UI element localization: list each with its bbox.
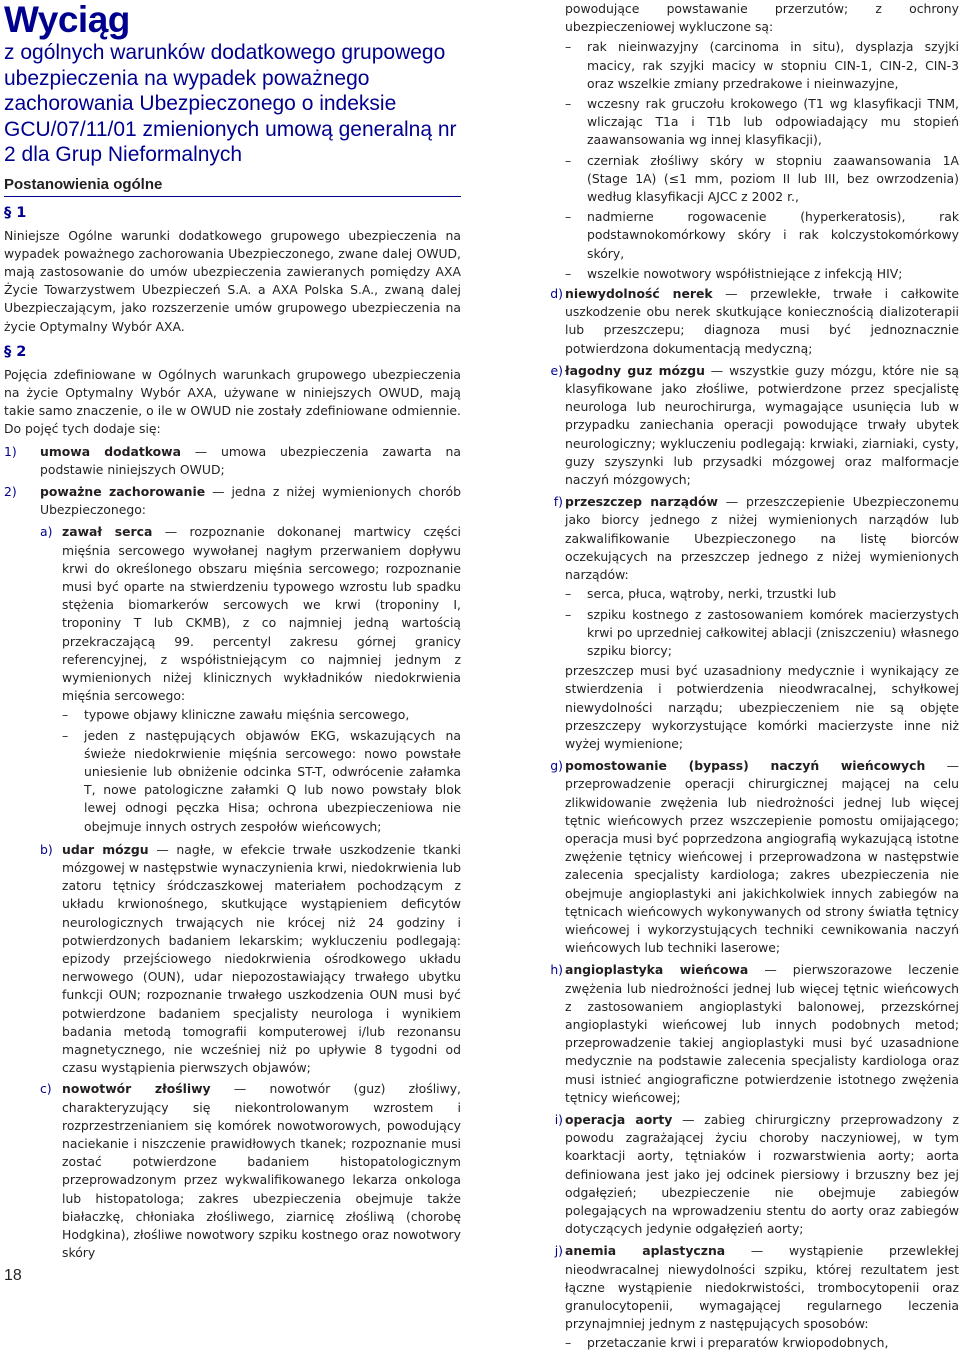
disease-term: zawał serca — [62, 524, 153, 540]
left-column — [4, 0, 461, 1269]
document-subtitle: z ogólnych warunków dodatkowego grupowego ubezpieczenia na wypadek poważnego zachorowania Ubezpieczonego o indeksie GCU/07/11/01 zmienionych umową generalną nr 2 dla Grup Nieformalnych — [4, 41, 457, 166]
disease-term: przeszczep narządów — [565, 494, 718, 510]
disease-body: — przeprowadzenie operacji chirurgicznej mającej na celu zlikwidowanie zwężenia lub niedrożności jednej lub więcej tętnic wieńcowych przez wszczepienie pomostu omijającego; operacja musi być poprzedzona angiografią wykazującą istotne zwężenie tętnicy wieńcowej i przeprowadzona w następstwie zalecenia specjalisty kardiologa; zakres ubezpieczenia nie obejmuje angioplastyki ani jakichkolwiek innych zabiegów na tętnicach wieńcowych wykonywanych od strony światła tętnicy wieńcowej i wykorzystujących techniki cewnikowania naczyń wieńcowych lub techniki laserowe; — [565, 758, 959, 956]
definition-term: poważne zachorowanie — [40, 483, 206, 499]
disease-body: — zabieg chirurgiczny przeprowadzony z powodu zagrażającej życiu choroby naczyniowej, w tym koarktacji aorty, tętniaków i rozwarstwienia aorty; aorta definiowana jest jako jej odcinek piersiowy i brzuszny bez jej odgałęzień; ubezpieczenie nie obejmuje zabiegów polegających na wprowadzeniu stentu do aorty oraz zabiegów dotyczących jedynie odgałęzień aorty; — [565, 1111, 959, 1237]
definition-item — [4, 443, 461, 479]
continuation-text: powodujące powstawanie przerzutów; z ochrony ubezpieczeniowej wykluczone są: — [565, 1, 959, 35]
disease-text — [563, 1242, 959, 1354]
disease-body: — rozpoznanie dokonanej martwicy części mięśnia sercowego wywołanej nagłym przerwaniem dopływu krwi do określonego obszaru mięśnia sercowego; rozpoznanie musi być oparte na stwierdzeniu typowego wzrostu lub spadku stężenia biomarkerów sercowych we krwi (troponiny I, troponiny T lub CKMB), z co najmniej jedną wartością przekraczającą 99. percentyl zakresu górnej granicy referencyjnej, z współistniejącym co najmniej jednym z wymienionych niżej klinicznych wykładników niedokrwienia mięśnia sercowego: — [62, 524, 461, 704]
definition-body: — jedna z niżej wymienionych chorób Ubezpieczonego: — [40, 483, 461, 518]
organ-dash-item: – serca, płuca, wątroby, nerki, trzustki lub — [565, 585, 959, 603]
disease-letter: b) — [40, 841, 53, 857]
exclusion-dash-item: – nadmierne rogowacenie (hyperkeratosis), rak podstawnokomórkowy skóry i rak kolczystokomórkowy skóry, — [565, 208, 959, 263]
disease-body: — przeszczepienie Ubezpieczonemu jako biorcy jednego z niżej wymienionych narządów lub zakwalifikowanie Ubezpieczonego na listę biorców oczekujących na przeszczep jednego z niżej wymienionych narządów: — [565, 494, 959, 583]
disease-term: niewydolność nerek — [565, 286, 713, 302]
exclusion-dash-item: – rak nieinwazyjny (carcinoma in situ), dysplazja szyjki macicy, rak szyjki macicy w stopniu CIN-1, CIN-2, CIN-3 oraz wszelkie zmiany przedrakowe i nieinwazyjne, — [565, 38, 959, 93]
definition-term: umowa dodatkowa — [40, 443, 181, 459]
disease-term: nowotwór złośliwy — [62, 1081, 211, 1097]
disease-item-g — [541, 757, 959, 957]
dash-text: nadmierne rogowacenie (hyperkeratosis), rak podstawnokomórkowy skóry i rak kolczystokomórkowy skóry, — [587, 209, 959, 261]
exclusion-dash-item: – jeden z następujących objawów EKG, wskazujących na świeże niedokrwienie mięśnia sercowego: nowo powstałe uniesienie lub obniżenie odcinka ST-T, odwrócenie załamka T, nowe patologiczne załamki Q lub nowo powstały blok lewej odnogi pęczka Hisa; ochrona ubezpieczeniowa nie obejmuje innych ostrych zespołów wieńcowych; — [62, 727, 461, 836]
exclusion-dash-item: – wszelkie nowotwory współistniejące z infekcją HIV; — [565, 265, 959, 283]
dash-text: szpiku kostnego z zastosowaniem komórek macierzystych krwi po uprzedniej całkowitej ablacji (zniszczeniu) własnego szpiku biorcy; — [587, 606, 959, 658]
disease-c-continuation — [541, 0, 959, 283]
disease-item-j — [541, 1242, 959, 1354]
exclusion-dash-item: – czerniak złośliwy skóry w stopniu zaawansowania 1A (Stage 1A) (≤1 mm, poziom II lub III, bez owrzodzenia) według klasyfikacji AJCC z 2002 r., — [565, 152, 959, 207]
definition-body: — umowa ubezpieczenia zawarta na podstawie niniejszych OWUD; — [40, 443, 461, 477]
disease-letter: j) — [554, 1243, 563, 1259]
organ-dash-item: – szpiku kostnego z zastosowaniem komórek macierzystych krwi po uprzedniej całkowitej ablacji (zniszczeniu) własnego szpiku biorcy; — [565, 606, 959, 661]
disease-term: łagodny guz mózgu — [565, 362, 705, 378]
disease-text — [62, 523, 461, 837]
page-number: 18 — [4, 1267, 22, 1284]
disease-item-e — [541, 362, 959, 489]
disease-letter: i) — [554, 1111, 563, 1127]
disease-text — [563, 961, 959, 1107]
disease-letter: f) — [553, 494, 563, 510]
disease-item-h — [541, 961, 959, 1107]
disease-text — [563, 285, 959, 358]
paragraph-2-text: Pojęcia zdefiniowane w Ogólnych warunkach grupowego ubezpieczenia na życie Optymalny Wybór AXA, używane w niniejszych OWUD, mają takie samo znaczenie, o ile w OWUD nie zostały zdefiniowane odmiennie. Do pojęć tych dodaje się: — [4, 366, 461, 437]
dash-text: wszelkie nowotwory współistniejące z infekcją HIV; — [587, 265, 903, 281]
paragraph-1-mark: § 1 — [4, 204, 27, 221]
dash-text: jeden z następujących objawów EKG, wskazujących na świeże niedokrwienie mięśnia sercowego: nowo powstałe uniesienie lub obniżenie odcinka ST-T, odwrócenie załamka T, nowe patologiczne załamki Q lub nowo powstały blok lewej odnogi pęczka Hisa; ochrona ubezpieczeniowa nie obejmuje innych ostrych zespołów wieńcowych; — [84, 727, 461, 834]
paragraph-1-text: Niniejsze Ogólne warunki dodatkowego grupowego ubezpieczenia na wypadek poważnego zachorowania Ubezpieczonego, zwane dalej OWUD, mają zastosowanie do umów ubezpieczenia zawieranych pomiędzy AXA Życie Towarzystwem Ubezpieczeń S.A. a AXA Polska S.A., zwaną dalej Ubezpieczającym, jako rozszerzenie umów grupowego ubezpieczenia na życie Optymalny Wybór AXA. — [4, 227, 461, 334]
disease-body: — nowotwór (guz) złośliwy, charakteryzujący się niekontrolowanym wzrostem i rozprzestrzenianiem się komórek nowotworowych, powodujący naciekanie i niszczenie prawidłowych tkanek; rozpoznanie musi zostać potwierdzone badaniem histopatologicznym przeprowadzonym przez wykwalifikowanego lekarza onkologa lub histopatologa; zakres ubezpieczenia obejmuje także białaczkę, chłoniaka złośliwego, ziarnicę złośliwą (chorobę Hodgkina), złośliwe nowotwory szpiku kostnego oraz nowotwory skóry — [62, 1081, 461, 1261]
section-heading: Postanowienia ogólne — [4, 176, 461, 197]
definition-text — [40, 483, 461, 1266]
disease-item-b — [40, 841, 461, 1078]
disease-text — [62, 1080, 461, 1262]
dash-text: czerniak złośliwy skóry w stopniu zaawansowania 1A (Stage 1A) (≤1 mm, poziom II lub III, bez owrzodzenia) według klasyfikacji AJCC z 2002 r., — [587, 152, 959, 205]
disease-term: pomostowanie (bypass) naczyń wieńcowych — [565, 758, 926, 774]
disease-letter: a) — [40, 524, 53, 540]
disease-text — [563, 362, 959, 489]
disease-term: operacja aorty — [565, 1111, 673, 1127]
disease-term: angioplastyka wieńcowa — [565, 962, 749, 978]
definition-number: 2) — [4, 483, 17, 499]
definition-text — [40, 443, 461, 479]
dash-text: serca, płuca, wątroby, nerki, trzustki lub — [587, 586, 837, 602]
disease-item-i — [541, 1111, 959, 1238]
document-title: Wyciąg — [4, 0, 130, 40]
dash-text: przetaczanie krwi i preparatów krwiopodobnych, — [587, 1335, 889, 1351]
dash-text: typowe objawy kliniczne zawału mięśnia sercowego, — [84, 707, 410, 723]
disease-text — [563, 493, 959, 753]
right-column — [541, 0, 959, 1359]
disease-letter: e) — [550, 362, 563, 378]
disease-body: — przewlekłe, trwałe i całkowite uszkodzenie obu nerek skutkujące koniecznością dializoterapii lub przeszczepu; diagnoza musi być jednoznacznie potwierdzona dokumentacją medyczną; — [565, 286, 959, 356]
disease-item-d — [541, 285, 959, 358]
disease-f-after-text: przeszczep musi być uzasadniony medycznie i wynikający ze stwierdzenia i potwierdzenia nieodwracalnej, schyłkowej niewydolności narządu; ubezpieczeniem nie są objęte przeszczepy wykorzystujące komórki macierzyste inne niż wyżej wymienione; — [565, 663, 959, 751]
disease-letter: c) — [40, 1081, 52, 1097]
disease-letter: g) — [550, 758, 563, 774]
disease-item-f — [541, 493, 959, 753]
exclusion-dash-item: – typowe objawy kliniczne zawału mięśnia sercowego, — [62, 706, 461, 724]
disease-body: — nagłe, w efekcie trwałe uszkodzenie tkanki mózgowej w następstwie wynaczynienia krwi, niedokrwienia lub zatoru tętnicy śródczaszkowej materiałem pochodzącym z układu krwionośnego, skutkujące wystąpieniem deficytów neurologicznych trwających nie krócej niż 24 godziny i potwierdzonych badaniem lekarskim; wykluczeniu podlegają: epizody przejściowego niedokrwienia ośrodkowego układu nerwowego (OUN), udar niepozostawiający trwałego ubytku funkcji OUN; rozpoznanie trwałego uszkodzenia OUN musi być potwierdzone badaniem specjalisty neurologa i wynikiem badania metodą tomografii komputerowej i/lub rezonansu magnetycznego, nie wcześniej niż po upływie 8 tygodni od czasu wystąpienia pierwszych objawów; — [62, 841, 461, 1076]
definition-item — [4, 483, 461, 1266]
dash-text: wczesny rak gruczołu krokowego (T1 wg klasyfikacji TNM, wliczając T1a i T1b lub odpowiadający mu stopień zaawansowania wg innej klasyfikacji), — [587, 96, 959, 148]
disease-body: — wszystkie guzy mózgu, które nie są klasyfikowane jako złośliwe, potwierdzone przez specjalistę neurologa lub neurochirurga, wymagające usunięcia lub w przypadku zaniechania operacji powodujące trwały ubytek neurologiczny; wykluczeniu podlegają: krwiaki, ziarniaki, cysty, guzy szyszynki lub przysadki mózgowej oraz malformacje naczyń mózgowych; — [565, 362, 959, 488]
treatment-dash-item: – przetaczanie krwi i preparatów krwiopodobnych, — [565, 1334, 959, 1352]
disease-term: udar mózgu — [62, 841, 149, 857]
paragraph-2-mark: § 2 — [4, 343, 27, 360]
exclusion-dash-item: – wczesny rak gruczołu krokowego (T1 wg klasyfikacji TNM, wliczając T1a i T1b lub odpowiadający mu stopień zaawansowania wg innej klasyfikacji), — [565, 95, 959, 150]
disease-body: — pierwszorazowe leczenie zwężenia lub niedrożności jednej lub więcej tętnic wieńcowych z zastosowaniem angioplastyki balonowej, przezskórnej angioplastyki wieńcowej lub innych podobnych metod; przeprowadzenie takiej angioplastyki musi być uzasadnione medycznie na podstawie zalecenia specjalisty kardiologa oraz musi istnieć angiograficzne potwierdzenie istotnego zwężenia tętnicy wieńcowej; — [565, 962, 959, 1105]
disease-term: anemia aplastyczna — [565, 1243, 726, 1259]
disease-letter: h) — [550, 962, 563, 978]
disease-text — [563, 1111, 959, 1238]
disease-item-c — [40, 1080, 461, 1262]
disease-item-a — [40, 523, 461, 837]
definition-number: 1) — [4, 443, 17, 459]
disease-text — [563, 757, 959, 957]
disease-body: — wystąpienie przewlekłej nieodwracalnej niewydolności szpiku, której rezultatem jest łączne wystąpienie niedokrwistości, trombocytopenii oraz granulocytopenii, wymagającej regularnego leczenia przynajmniej jednym z następujących sposobów: — [565, 1243, 960, 1332]
disease-text — [62, 841, 461, 1078]
dash-text: rak nieinwazyjny (carcinoma in situ), dysplazja szyjki macicy, rak szyjki macicy w stopniu CIN-1, CIN-2, CIN-3 oraz wszelkie zmiany przedrakowe i nieinwazyjne, — [587, 39, 959, 91]
disease-letter: d) — [550, 286, 563, 302]
